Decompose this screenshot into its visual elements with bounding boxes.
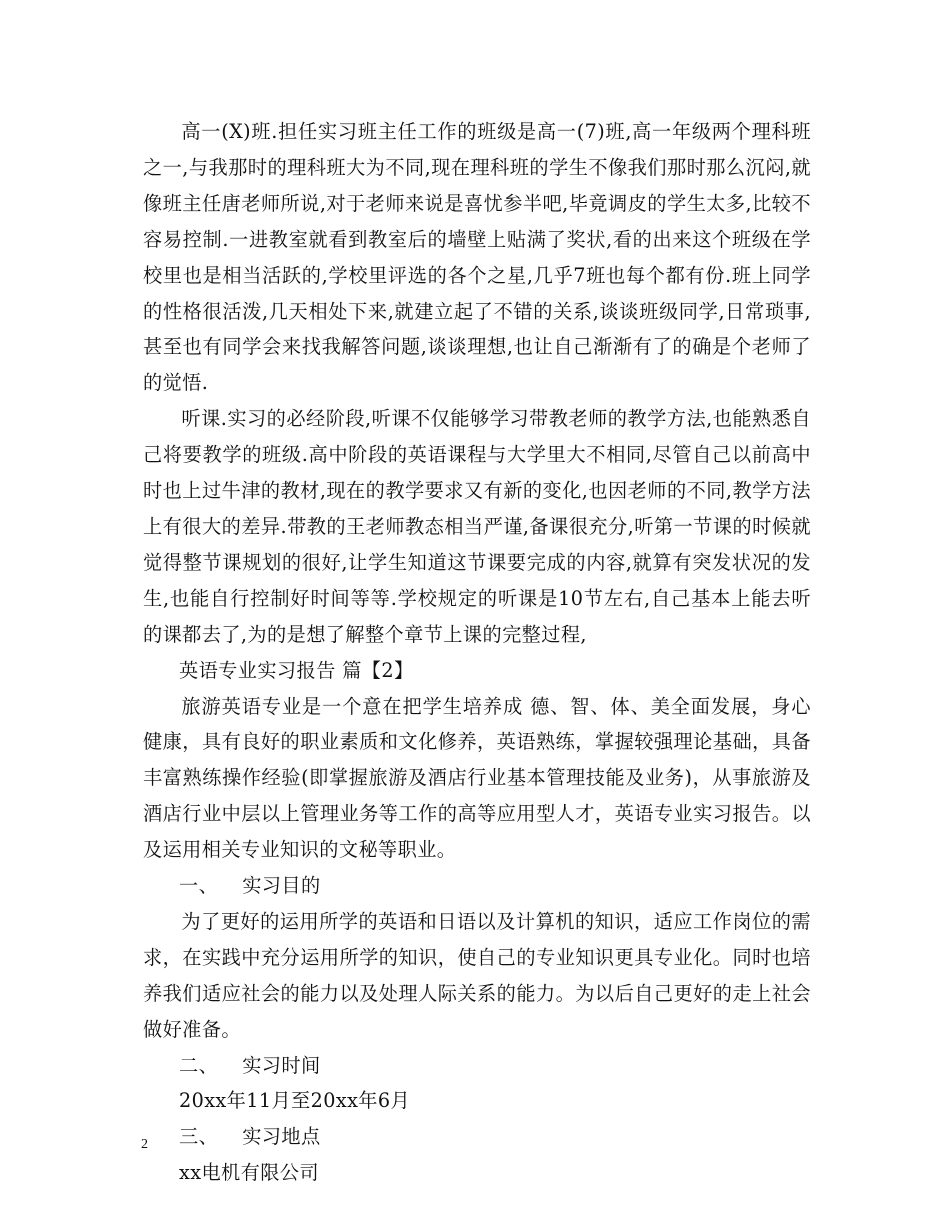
item-number: 一、 <box>179 874 219 898</box>
paragraph-major-description: 旅游英语专业是一个意在把学生培养成 德、智、体、美全面发展，身心健康，具有良好的职业素质和文化修养，英语熟练，掌握较强理论基础，具备丰富熟练操作经验(即掌握旅游及酒店行业基本管理技能及业务)，从事旅游及酒店行业中层以上管理业务等工作的高等应用型人才，英语专业实习报告。以及运用相关专业知识的文秘等职业。 <box>143 694 811 862</box>
item-heading-location <box>143 1119 811 1155</box>
item-title: 实习目的 <box>242 874 321 898</box>
document-body <box>143 114 811 1191</box>
item-heading-time <box>143 1048 811 1084</box>
page-number: 2 <box>141 1137 148 1152</box>
paragraph-observation: 听课.实习的必经阶段,听课不仅能够学习带教老师的教学方法,也能熟悉自己将要教学的班级.高中阶段的英语课程与大学里大不相同,尽管自己以前高中时也上过牛津的教材,现在的教学要求又有新的变化,也因老师的不同,教学方法上有很大的差异.带教的王老师教态相当严谨,备课很充分,听第一节课的时候就觉得整节课规划的很好,让学生知道这节课要完成的内容,就算有突发状况的发生,也能自行控制好时间等等.学校规定的听课是10节左右,自己基本上能去听的课都去了,为的是想了解整个章节上课的完整过程, <box>143 407 811 646</box>
item-heading-purpose <box>143 868 811 904</box>
paragraph-class-intro: 高一(X)班.担任实习班主任工作的班级是高一(7)班,高一年级两个理科班之一,与我那时的理科班大为不同,现在理科班的学生不像我们那时那么沉闷,就像班主任唐老师所说,对于老师来说是喜忧参半吧,毕竟调皮的学生太多,比较不容易控制.一进教室就看到教室后的墙壁上贴满了奖状,看的出来这个班级在学校里也是相当活跃的,学校里评选的各个之星,几乎7班也每个都有份.班上同学的性格很活泼,几天相处下来,就建立起了不错的关系,谈谈班级同学,日常琐事,甚至也有同学会来找我解答问题,谈谈理想,也让自己渐渐有了的确是个老师了的觉悟. <box>143 120 811 395</box>
section-heading: 英语专业实习报告 篇【2】 <box>179 658 414 682</box>
item-title: 实习时间 <box>242 1053 321 1077</box>
item-number: 二、 <box>179 1053 219 1077</box>
paragraph-purpose: 为了更好的运用所学的英语和日语以及计算机的知识，适应工作岗位的需求，在实践中充分运用所学的知识，使自己的专业知识更具专业化。同时也培养我们适应社会的能力以及处理人际关系的能力。为以后自己更好的走上社会做好准备。 <box>143 909 811 1041</box>
item-title: 实习地点 <box>242 1125 321 1149</box>
item-number: 三、 <box>179 1125 219 1149</box>
internship-location: xx电机有限公司 <box>179 1161 319 1185</box>
internship-time: 20xx年11月至20xx年6月 <box>179 1089 411 1113</box>
